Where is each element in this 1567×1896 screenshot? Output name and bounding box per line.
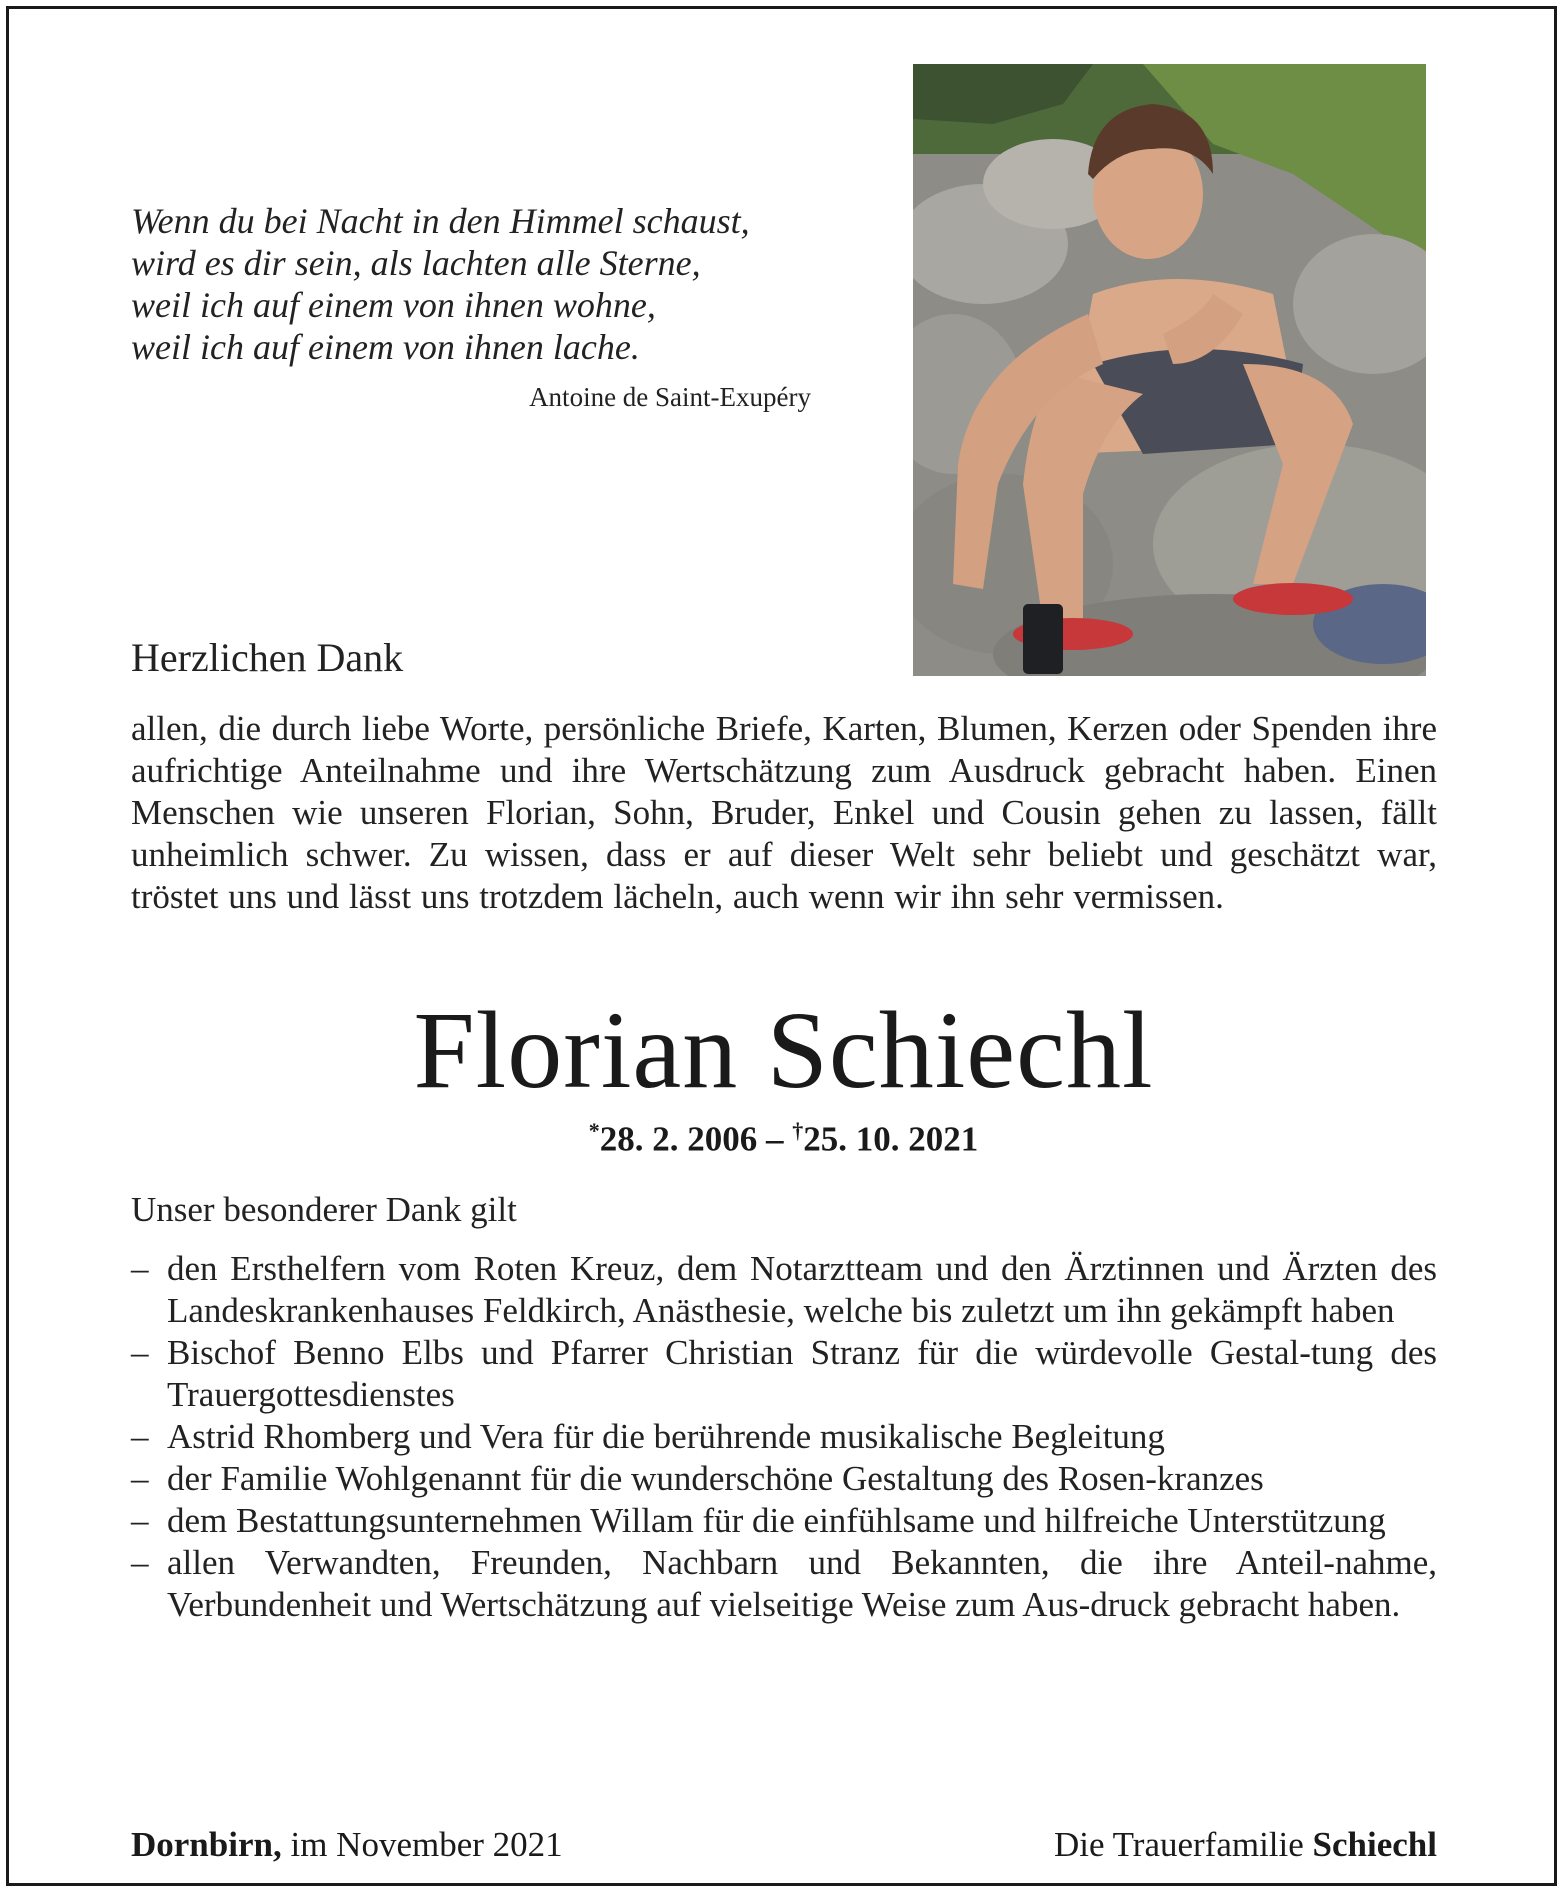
- dash: –: [131, 1501, 149, 1540]
- dash: –: [131, 1459, 149, 1498]
- list-item-text: allen Verwandten, Freunden, Nachbarn und Bekannten, die ihre Anteil-nahme, Verbundenheit und Wertschätzung auf vielseitige Weise zum Aus-druck gebracht haben.: [167, 1543, 1437, 1624]
- birth-date: 28. 2. 2006: [599, 1119, 758, 1159]
- quote-line: weil ich auf einem von ihnen wohne,: [131, 285, 656, 325]
- list-item-text: den Ersthelfern vom Roten Kreuz, dem Notarztteam und den Ärztinnen und Ärzten des Landeskrankenhauses Feldkirch, Anästhesie, welche bis zuletzt um ihn gekämpft haben: [167, 1249, 1437, 1330]
- dash: –: [131, 1249, 149, 1288]
- list-item: [131, 1248, 1437, 1332]
- footer-family-name: Schiechl: [1312, 1825, 1437, 1864]
- portrait-photo-illustration: [913, 64, 1426, 676]
- deceased-name: Florian Schiechl: [413, 989, 1154, 1111]
- list-item: [131, 1458, 1437, 1500]
- footer-family: [1054, 1825, 1437, 1865]
- footer-place-date: [131, 1825, 563, 1865]
- list-item-text: der Familie Wohlgenannt für die wunderschöne Gestaltung des Rosen-kranzes: [167, 1459, 1264, 1498]
- list-item-text: dem Bestattungsunternehmen Willam für die einfühlsame und hilfreiche Unterstützung: [167, 1501, 1386, 1540]
- quote-author: Antoine de Saint-Exupéry: [529, 382, 811, 412]
- list-item: [131, 1416, 1437, 1458]
- quote-line: wird es dir sein, als lachten alle Sterne,: [131, 243, 701, 283]
- list-item-text: Astrid Rhomberg und Vera für die berührende musikalische Begleitung: [167, 1417, 1165, 1456]
- dash: –: [131, 1543, 149, 1582]
- footer-place: Dornbirn,: [131, 1825, 282, 1864]
- dash: –: [131, 1333, 149, 1372]
- portrait-photo: [913, 64, 1426, 676]
- quote-line: weil ich auf einem von ihnen lache.: [131, 327, 640, 367]
- thanks-list: [131, 1248, 1437, 1626]
- special-thanks-heading: Unser besonderer Dank gilt: [131, 1190, 517, 1229]
- footer-date: im November 2021: [290, 1825, 563, 1864]
- birth-symbol: *: [588, 1118, 600, 1143]
- death-date: 25. 10. 2021: [803, 1119, 979, 1159]
- footer-family-prefix: Die Trauerfamilie: [1053, 1825, 1304, 1864]
- thanks-heading: Herzlichen Dank: [131, 635, 404, 680]
- quote-line: Wenn du bei Nacht in den Himmel schaust,: [131, 201, 750, 241]
- intro-paragraph: allen, die durch liebe Worte, persönliche Briefe, Karten, Blumen, Kerzen oder Spenden ihre aufrichtige Anteilnahme und ihre Wertschätzung zum Ausdruck gebracht haben. Einen Menschen wie unseren Florian, Sohn, Bruder, Enkel und Cousin gehen zu lassen, fällt unheimlich schwer. Zu wissen, dass er auf dieser Welt sehr beliebt und geschätzt war, tröstet uns und lässt uns trotzdem lächeln, auch wenn wir ihn sehr vermissen.: [131, 709, 1437, 916]
- date-separator: –: [766, 1119, 784, 1159]
- list-item: [131, 1500, 1437, 1542]
- life-dates: [0, 1118, 1567, 1160]
- dash: –: [131, 1417, 149, 1456]
- list-item-text: Bischof Benno Elbs und Pfarrer Christian Stranz für die würdevolle Gestal-tung des Trauergottesdienstes: [167, 1333, 1437, 1414]
- list-item: [131, 1542, 1437, 1626]
- death-symbol: †: [792, 1118, 804, 1143]
- list-item: [131, 1332, 1437, 1416]
- quote: [131, 200, 831, 368]
